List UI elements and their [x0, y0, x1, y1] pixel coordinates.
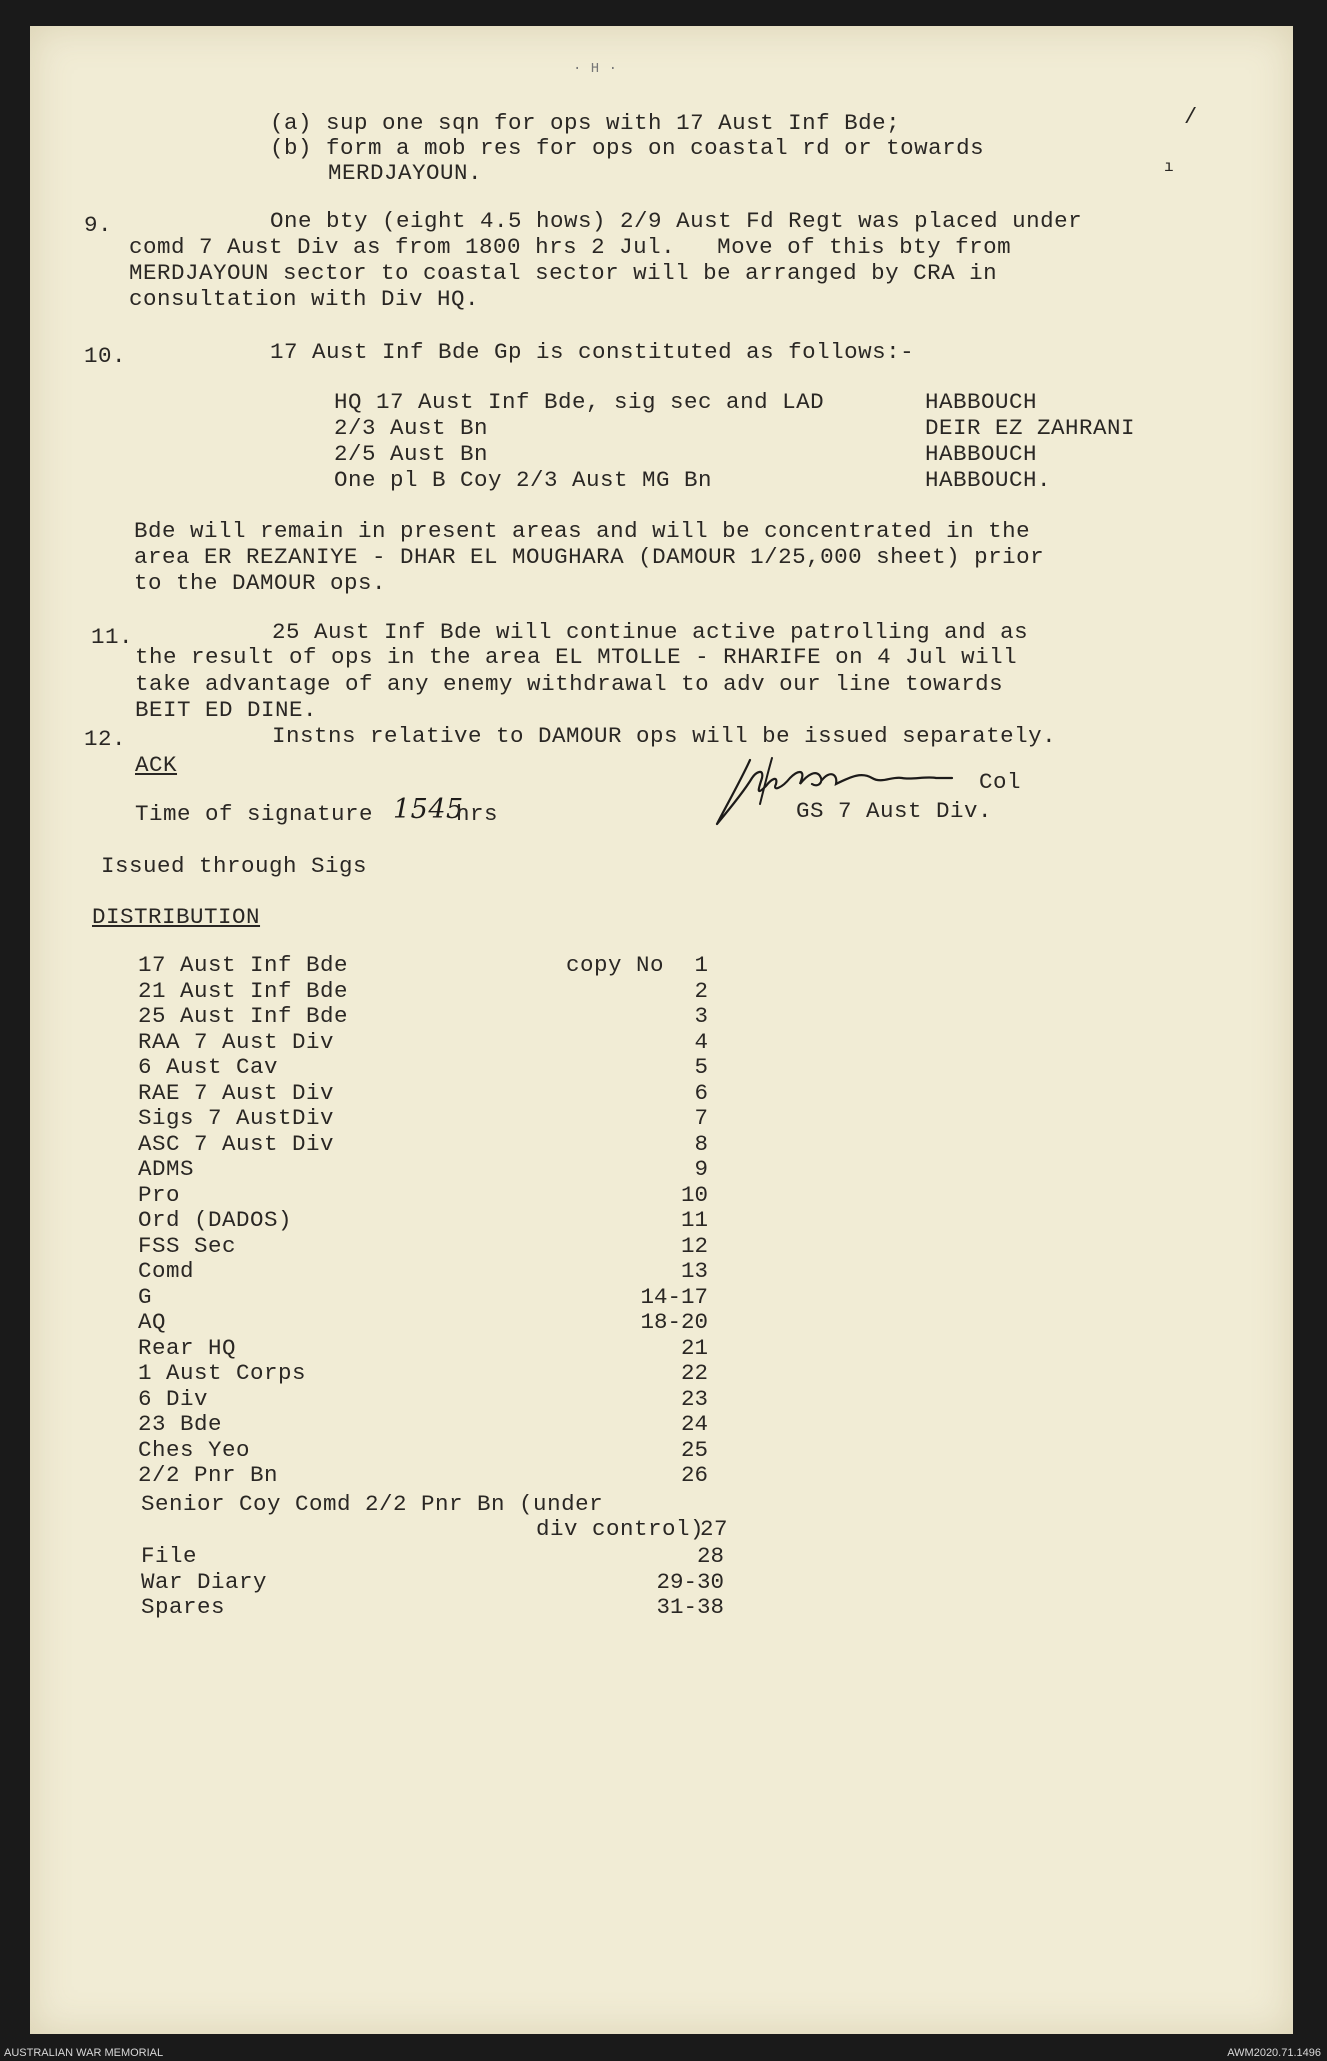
handwritten-time: 1545: [393, 794, 464, 825]
signatory-rank: Col: [979, 769, 1022, 795]
para-11-line: 25 Aust Inf Bde will continue active patrolling and as: [272, 619, 1029, 645]
distribution-copy-number: 8: [694, 1130, 708, 1157]
ack-label: ACK: [135, 752, 178, 778]
distribution-copy-number: 2: [694, 977, 708, 1004]
unit-name: 2/5 Aust Bn: [334, 441, 489, 467]
time-unit: hrs: [456, 801, 499, 827]
para-10-number: 10.: [84, 343, 127, 369]
footer-credit: AUSTRALIAN WAR MEMORIAL: [4, 2047, 164, 2059]
footer-reference: AWM2020.71.1496: [1227, 2047, 1321, 2059]
distribution-copy-number: 24: [680, 1411, 708, 1437]
time-of-signature-label: Time of signature: [135, 801, 374, 827]
distribution-recipient: AQ: [138, 1309, 167, 1335]
distribution-recipient: 6 Aust Cav: [138, 1054, 279, 1080]
signatory-title: GS 7 Aust Div.: [796, 798, 993, 824]
sub-item-b-cont: MERDJAYOUN.: [328, 160, 483, 186]
distribution-recipient: 21 Aust Inf Bde: [138, 977, 349, 1004]
distribution-recipient: Sigs 7 AustDiv: [138, 1105, 335, 1131]
distribution-recipient: Senior Coy Comd 2/2 Pnr Bn (under: [141, 1491, 604, 1517]
distribution-copy-number: 23: [680, 1385, 708, 1412]
distribution-copy-number: 7: [694, 1105, 708, 1131]
distribution-recipient: File: [141, 1543, 198, 1569]
distribution-recipient: ADMS: [138, 1156, 195, 1182]
para-12-line: Instns relative to DAMOUR ops will be issued separately.: [272, 723, 1057, 749]
unit-name: One pl B Coy 2/3 Aust MG Bn: [334, 467, 713, 493]
header-mark: · H ·: [573, 61, 618, 77]
distribution-copy-number: 11: [680, 1207, 708, 1233]
distribution-copy-number: 22: [680, 1360, 708, 1386]
distribution-recipient: RAE 7 Aust Div: [138, 1079, 335, 1106]
distribution-copy-number: 6: [694, 1079, 708, 1106]
distribution-recipient: Spares: [141, 1594, 226, 1620]
unit-location: HABBOUCH.: [925, 467, 1052, 493]
distribution-recipient: 2/2 Pnr Bn: [138, 1462, 279, 1488]
para-9-line: MERDJAYOUN sector to coastal sector will be arranged by CRA in: [129, 260, 998, 286]
para-9-line: comd 7 Aust Div as from 1800 hrs 2 Jul. Move of this bty from: [129, 234, 1012, 260]
distribution-recipient: Pro: [138, 1181, 181, 1208]
distribution-copy-number: 21: [680, 1334, 708, 1361]
distribution-heading: DISTRIBUTION: [92, 904, 261, 930]
distribution-copy-number: 3: [694, 1003, 708, 1029]
distribution-copy-number: 14-17: [640, 1283, 708, 1310]
distribution-copy-number: 12: [680, 1232, 708, 1259]
distribution-recipient: 25 Aust Inf Bde: [138, 1003, 349, 1029]
distribution-recipient: 17 Aust Inf Bde: [138, 952, 349, 978]
copy-no-label: copy No: [566, 952, 665, 978]
distribution-copy-number: 10: [680, 1181, 708, 1208]
margin-mark: ı: [1164, 158, 1174, 176]
para-11-line: BEIT ED DINE.: [135, 697, 318, 723]
distribution-recipient: War Diary: [141, 1568, 268, 1595]
distribution-copy-number: 25: [680, 1436, 708, 1463]
unit-location: HABBOUCH: [925, 389, 1038, 415]
distribution-copy-number: 18-20: [640, 1309, 708, 1335]
distribution-copy-number: 27: [700, 1516, 729, 1542]
sub-item-a: (a) sup one sqn for ops with 17 Aust Inf Bde;: [270, 110, 901, 136]
distribution-recipient: ASC 7 Aust Div: [138, 1130, 335, 1157]
distribution-recipient: Ches Yeo: [138, 1436, 251, 1463]
distribution-recipient: FSS Sec: [138, 1232, 237, 1259]
distribution-recipient: RAA 7 Aust Div: [138, 1028, 335, 1055]
margin-mark: /: [1184, 105, 1198, 130]
unit-location: HABBOUCH: [925, 441, 1038, 467]
para-11-number: 11.: [91, 624, 134, 650]
para-9-line: consultation with Div HQ.: [129, 286, 480, 312]
distribution-copy-number: 9: [694, 1156, 708, 1182]
distribution-copy-number: 26: [680, 1462, 708, 1488]
distribution-copy-number: 29-30: [656, 1568, 724, 1595]
para-11-line: take advantage of any enemy withdrawal to adv our line towards: [135, 671, 1004, 697]
para-12-number: 12.: [84, 726, 127, 752]
unit-location: DEIR EZ ZAHRANI: [925, 415, 1136, 441]
distribution-recipient: 6 Div: [138, 1385, 209, 1412]
distribution-recipient: Rear HQ: [138, 1334, 237, 1361]
distribution-recipient: Ord (DADOS): [138, 1207, 293, 1233]
distribution-copy-number: 4: [694, 1028, 708, 1055]
distribution-copy-number: 5: [694, 1054, 708, 1080]
distribution-copy-number: 28: [696, 1543, 724, 1569]
para-9-line: One bty (eight 4.5 hows) 2/9 Aust Fd Regt was placed under: [270, 208, 1083, 234]
unit-name: HQ 17 Aust Inf Bde, sig sec and LAD: [334, 389, 825, 415]
distribution-recipient: div control): [536, 1516, 705, 1542]
distribution-recipient: G: [138, 1283, 153, 1310]
distribution-copy-number: 31-38: [656, 1594, 724, 1620]
distribution-recipient: 1 Aust Corps: [138, 1360, 307, 1386]
para-10-line: to the DAMOUR ops.: [134, 570, 387, 596]
para-10-line: Bde will remain in present areas and will be concentrated in the: [134, 518, 1031, 544]
para-10-line: area ER REZANIYE - DHAR EL MOUGHARA (DAMOUR 1/25,000 sheet) prior: [134, 544, 1045, 570]
unit-name: 2/3 Aust Bn: [334, 415, 489, 441]
para-11-line: the result of ops in the area EL MTOLLE - RHARIFE on 4 Jul will: [135, 644, 1018, 670]
distribution-recipient: 23 Bde: [138, 1411, 223, 1437]
para-9-number: 9.: [84, 212, 113, 238]
para-10-intro: 17 Aust Inf Bde Gp is constituted as follows:-: [270, 339, 915, 365]
issued-through: Issued through Sigs: [101, 853, 368, 879]
sub-item-b: (b) form a mob res for ops on coastal rd or towards: [270, 135, 985, 161]
distribution-recipient: Comd: [138, 1258, 195, 1284]
distribution-copy-number: 13: [680, 1258, 708, 1284]
distribution-copy-number: 1: [694, 952, 708, 978]
